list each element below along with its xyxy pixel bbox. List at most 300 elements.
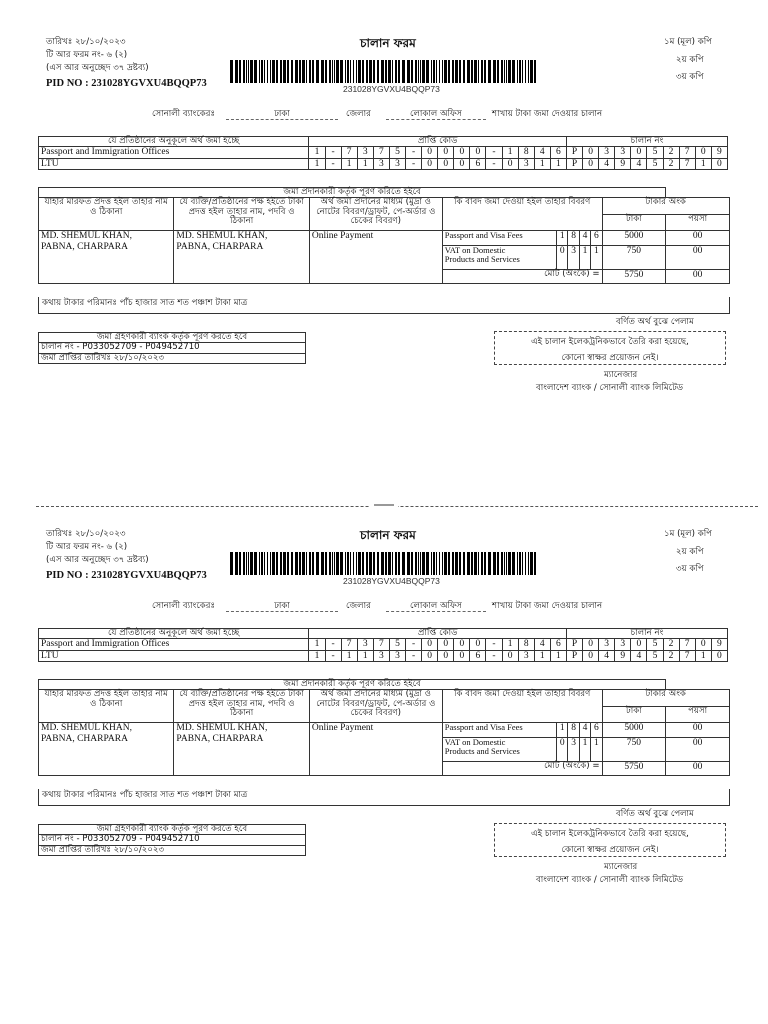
item-code-digit: 1 xyxy=(557,231,568,245)
barcode-bar xyxy=(455,552,458,575)
electronic-note-box xyxy=(494,823,726,857)
barcode-bar xyxy=(528,552,529,575)
barcode-bar xyxy=(312,552,314,575)
receipt-code-digit: 4 xyxy=(534,639,550,650)
barcode-bar xyxy=(522,552,523,575)
barcode-bar xyxy=(336,552,339,575)
receipt-code-digit: 6 xyxy=(550,639,566,650)
challan-digit: 0 xyxy=(631,639,647,650)
barcode-bar xyxy=(246,552,247,575)
amount-in-words: কথায় টাকার পরিমানঃ পাঁচ হাজার সাত শত পঞ্চাশ টাকা মাত্র xyxy=(42,790,248,800)
challan-digit: 0 xyxy=(695,147,711,158)
challan-digit: 2 xyxy=(663,147,679,158)
barcode-bar xyxy=(519,60,521,83)
item-code-digit: 6 xyxy=(591,231,602,245)
receipt-code-digit: 3 xyxy=(357,147,373,158)
barcode-bar xyxy=(377,552,379,575)
barcode-bar xyxy=(501,60,503,83)
item-code-digit: 8 xyxy=(568,723,579,737)
receipt-code-digit: 1 xyxy=(550,158,566,169)
item-code-digit: 1 xyxy=(579,245,590,270)
barcode-bar xyxy=(295,60,298,83)
receipt-code-digit: 0 xyxy=(438,639,454,650)
challan-digit: 3 xyxy=(615,147,631,158)
barcode-bar xyxy=(395,552,397,575)
challan-digit: 3 xyxy=(599,639,615,650)
item-taka: 750 xyxy=(602,737,666,762)
challan-digit: 0 xyxy=(711,650,727,661)
code-row xyxy=(39,147,728,158)
barcode-bar xyxy=(395,60,397,83)
barcode-bar xyxy=(325,60,327,83)
barcode-bar xyxy=(239,60,241,83)
barcode-bar xyxy=(283,552,286,575)
item-description-line: Products and Services xyxy=(444,746,520,757)
challan-digit: 2 xyxy=(663,650,679,661)
barcode-bar xyxy=(415,60,417,83)
receipt-code-digit: 7 xyxy=(373,639,389,650)
challan-no-header: চালান নং xyxy=(566,137,727,147)
challan-digit: 9 xyxy=(711,639,727,650)
challan-digit: P xyxy=(566,147,582,158)
item-code-digit: 1 xyxy=(591,737,602,762)
receipt-code-digit: - xyxy=(486,158,502,169)
barcode-bar xyxy=(261,60,263,83)
barcode xyxy=(230,60,540,83)
manager-org: বাংলাদেশ ব্যাংক / সোনালী ব্যাংক লিমিটেড xyxy=(536,875,684,885)
item-description-line: Passport and Visa Fees xyxy=(444,722,523,733)
code-row xyxy=(39,158,728,169)
barcode-bar xyxy=(385,60,387,83)
barcode-bar xyxy=(248,60,249,83)
description-header: কি বাবদ জমা দেওয়া হইল তাহার বিবরণ xyxy=(442,198,602,231)
barcode-bar xyxy=(369,552,372,575)
electronic-note-line2: কোনো স্বাক্ষর প্রয়োজন নেই। xyxy=(561,353,659,363)
barcode-bar xyxy=(345,60,346,83)
receipt-code-digit: 0 xyxy=(438,147,454,158)
receipt-code-digit: 0 xyxy=(470,147,486,158)
barcode-bar xyxy=(276,60,278,83)
barcode-bar xyxy=(525,60,526,83)
barcode-bar xyxy=(259,60,260,83)
received-text: বর্ণিত অর্থ বুঝে পেলাম xyxy=(616,809,694,819)
challan-digit: P xyxy=(566,650,582,661)
item-description xyxy=(442,723,556,737)
receipt-code-digit: - xyxy=(406,639,422,650)
challan-digit: 2 xyxy=(663,158,679,169)
amount-in-words-box xyxy=(38,789,730,806)
barcode-bar xyxy=(299,60,301,83)
payer-cell xyxy=(174,723,309,776)
challan-digit: 4 xyxy=(631,650,647,661)
barcode-bar xyxy=(455,60,458,83)
barcode-bar xyxy=(442,60,443,83)
barcode-bar xyxy=(261,552,263,575)
barcode-bar xyxy=(493,60,496,83)
barcode-bar xyxy=(504,60,505,83)
barcode-bar xyxy=(497,60,499,83)
barcode-bar xyxy=(243,60,245,83)
barcode-bar xyxy=(362,60,364,83)
barcode-bar xyxy=(433,552,435,575)
barcode-bar xyxy=(246,60,247,83)
method-header: অর্থ জমা প্রদানের মাধ্যম (মুদ্রা ও নোটের বিবরণ/ড্রাফট, পে-অর্ডার ও চেকের বিবরণ) xyxy=(309,198,442,231)
payment-method: Online Payment xyxy=(311,231,374,242)
payer-header: যে ব্যক্তি/প্রতিষ্ঠানের পক্ষ হইতে টাকা প্রদত্ত হইল তাহার নাম, পদবি ও ঠিকানা xyxy=(174,198,309,231)
barcode-bar xyxy=(272,552,275,575)
barcode-bar xyxy=(452,552,454,575)
receipt-code-digit: 0 xyxy=(502,158,518,169)
barcode-bar xyxy=(436,552,437,575)
receipt-code-digit: 1 xyxy=(534,650,550,661)
barcode-bar xyxy=(431,552,432,575)
receipt-code-digit: 0 xyxy=(454,639,470,650)
receipt-code-digit: 3 xyxy=(373,158,389,169)
copy-label-second: ২য় কপি xyxy=(676,55,704,65)
barcode-bar xyxy=(481,552,483,575)
challan-digit: 0 xyxy=(583,650,599,661)
barcode-bar xyxy=(329,552,331,575)
barcode-bar xyxy=(350,552,351,575)
barcode-bar xyxy=(235,552,238,575)
challan-no-header: চালান নং xyxy=(566,629,727,639)
barcode-bar xyxy=(471,552,473,575)
manager-title: ম্যানেজার xyxy=(604,370,638,380)
challan-digit: P xyxy=(566,158,582,169)
receipt-code-digit: - xyxy=(406,147,422,158)
barcode-bar xyxy=(484,552,486,575)
taka-header: টাকা xyxy=(602,214,666,231)
barcode-bar xyxy=(340,552,343,575)
receipt-code-digit: - xyxy=(486,147,502,158)
barcode-bar xyxy=(362,552,364,575)
barcode-bar xyxy=(506,60,507,83)
depositor-cell xyxy=(39,723,174,776)
challan-digit: 9 xyxy=(615,650,631,661)
item-code-digit: 0 xyxy=(557,245,568,270)
receipt-code-digit: 0 xyxy=(502,650,518,661)
barcode-bar xyxy=(377,60,379,83)
barcode-bar xyxy=(512,552,515,575)
barcode-bar xyxy=(420,552,421,575)
barcode-bar xyxy=(385,552,387,575)
pid-number: PID NO : 231028YGVXU4BQQP73 xyxy=(46,78,207,89)
org-name: LTU xyxy=(39,650,309,661)
barcode-bar xyxy=(493,552,496,575)
item-code-digit: 8 xyxy=(568,231,579,245)
receipt-code-digit: 6 xyxy=(470,650,486,661)
amount-header: টাকার অংক xyxy=(602,690,729,707)
barcode-bar xyxy=(381,60,384,83)
receipt-code-digit: 1 xyxy=(341,158,357,169)
barcode-bar xyxy=(329,60,331,83)
barcode-bar xyxy=(530,552,533,575)
barcode-bar xyxy=(312,60,314,83)
barcode-bar xyxy=(254,60,257,83)
method-header: অর্থ জমা প্রদানের মাধ্যম (মুদ্রা ও নোটের বিবরণ/ড্রাফট, পে-অর্ডার ও চেকের বিবরণ) xyxy=(309,690,442,723)
receipt-code-digit: 0 xyxy=(454,650,470,661)
barcode-bar xyxy=(474,552,477,575)
depositor-address: PABNA, CHARPARA xyxy=(41,733,128,744)
barcode-bar xyxy=(366,60,368,83)
barcode-bar xyxy=(504,552,505,575)
receipt-code-digit: 0 xyxy=(438,158,454,169)
barcode-bar xyxy=(525,552,526,575)
payment-item-row xyxy=(39,723,730,737)
receipt-code-digit: 3 xyxy=(373,650,389,661)
receipt-code-digit: 0 xyxy=(454,147,470,158)
challan-digit: 4 xyxy=(631,158,647,169)
receipt-code-digit: 5 xyxy=(389,639,405,650)
barcode-bar xyxy=(353,552,354,575)
barcode-bar xyxy=(448,552,450,575)
receipt-code-digit: 1 xyxy=(502,147,518,158)
barcode-bar xyxy=(270,60,271,83)
receipt-code-digit: 3 xyxy=(389,650,405,661)
barcode-bar xyxy=(522,60,523,83)
depositor-fill-header: জমা প্রদানকারী কর্তৃক পূরণ করিতে হইবে xyxy=(39,680,666,690)
barcode-bar xyxy=(366,552,368,575)
receipt-code-digit: 3 xyxy=(518,650,534,661)
barcode-bar xyxy=(243,552,245,575)
barcode-bar xyxy=(436,60,437,83)
receipt-code-digit: 0 xyxy=(422,147,438,158)
bank-prefix: সোনালী ব্যাংকেরঃ xyxy=(152,109,216,119)
barcode-bar xyxy=(321,552,324,575)
barcode-bar xyxy=(295,552,298,575)
bank-fill-box xyxy=(38,332,306,364)
challan-digit: 3 xyxy=(599,147,615,158)
barcode-bar xyxy=(309,552,311,575)
barcode-bar xyxy=(356,60,357,83)
barcode-bar xyxy=(497,552,499,575)
receipt-code-digit: 7 xyxy=(373,147,389,158)
depositor-header: যাহার মারফত প্রদত্ত হইল তাহার নাম ও ঠিকানা xyxy=(39,690,174,723)
payer-address: PABNA, CHARPARA xyxy=(176,241,264,252)
receipt-code-digit: 0 xyxy=(422,158,438,169)
item-code-digit: 6 xyxy=(591,723,602,737)
bank-box-title: জমা গ্রহণকারী ব্যাংক কর্তৃক পূরণ করতে হবে xyxy=(39,333,306,343)
challan-digit: 4 xyxy=(599,650,615,661)
barcode-bar xyxy=(402,60,405,83)
challan-digit: 0 xyxy=(631,147,647,158)
receipt-code-digit: 0 xyxy=(470,639,486,650)
barcode-bar xyxy=(431,60,432,83)
item-description-line: VAT on Domestic xyxy=(444,736,506,747)
barcode-bar xyxy=(350,60,351,83)
receipt-code-digit: 1 xyxy=(357,650,373,661)
receipt-code-digit: 0 xyxy=(454,158,470,169)
receipt-code-digit: 0 xyxy=(422,639,438,650)
item-description xyxy=(442,245,556,270)
date-line: তারিখঃ ২৮/১০/২০২৩ xyxy=(46,529,126,539)
barcode-bar xyxy=(407,60,410,83)
receipt-code-digit: - xyxy=(406,650,422,661)
barcode-bar xyxy=(280,60,282,83)
barcode-bar xyxy=(267,60,268,83)
challan-digit: 7 xyxy=(679,639,695,650)
barcode xyxy=(230,552,540,575)
receipt-code-digit: 5 xyxy=(389,147,405,158)
payer-header: যে ব্যক্তি/প্রতিষ্ঠানের পক্ষ হইতে টাকা প্রদত্ত হইল তাহার নাম, পদবি ও ঠিকানা xyxy=(174,690,309,723)
receipt-code-digit: 7 xyxy=(341,639,357,650)
depositor-cell xyxy=(39,231,174,284)
barcode-bar xyxy=(459,552,461,575)
payment-method: Online Payment xyxy=(311,723,374,734)
barcode-bar xyxy=(512,60,515,83)
barcode-bar xyxy=(402,552,405,575)
receipt-code-digit: 8 xyxy=(518,147,534,158)
org-header: যে প্রতিষ্ঠানের অনুকূলে অর্থ জমা হচ্ছে xyxy=(39,137,309,147)
receipt-code-digit: 1 xyxy=(550,650,566,661)
barcode-bar xyxy=(254,552,257,575)
receipt-code-digit: 1 xyxy=(309,639,325,650)
depositor-name: MD. SHEMUL KHAN, xyxy=(41,723,132,734)
barcode-bar xyxy=(467,60,470,83)
barcode-bar xyxy=(316,552,319,575)
receipt-code-digit: - xyxy=(406,158,422,169)
challan-digit: P xyxy=(566,639,582,650)
item-code-digit: 3 xyxy=(568,245,579,270)
barcode-bar xyxy=(239,552,241,575)
manager-title: ম্যানেজার xyxy=(604,862,638,872)
item-paisa: 00 xyxy=(666,737,730,762)
barcode-bar xyxy=(418,60,419,83)
payment-table xyxy=(38,187,730,284)
bank-office: লোকাল অফিস xyxy=(386,602,486,612)
barcode-bar xyxy=(272,60,275,83)
challan-digit: 5 xyxy=(647,650,663,661)
barcode-bar xyxy=(291,552,293,575)
barcode-bar xyxy=(422,60,425,83)
org-name: Passport and Immigration Offices xyxy=(39,147,309,158)
org-name: LTU xyxy=(39,158,309,169)
form-title: চালান ফরম xyxy=(360,528,416,542)
barcode-bar xyxy=(230,60,233,83)
barcode-bar xyxy=(347,552,349,575)
barcode-bar xyxy=(422,552,425,575)
barcode-bar xyxy=(356,552,357,575)
barcode-bar xyxy=(373,60,375,83)
challan-digit: 1 xyxy=(695,650,711,661)
receipt-code-digit: 6 xyxy=(470,158,486,169)
barcode-bar xyxy=(444,60,447,83)
paisa-header: পয়সা xyxy=(666,706,730,723)
method-cell xyxy=(309,723,442,776)
barcode-bar xyxy=(418,552,419,575)
item-code-digit: 1 xyxy=(591,245,602,270)
barcode-bar xyxy=(358,60,361,83)
electronic-note-box xyxy=(494,331,726,365)
barcode-bar xyxy=(411,552,413,575)
barcode-bar xyxy=(267,552,268,575)
bank-box-challan: চালান নং - P033052709 - P049452710 xyxy=(39,835,306,845)
electronic-note-line2: কোনো স্বাক্ষর প্রয়োজন নেই। xyxy=(561,845,659,855)
total-taka: 5750 xyxy=(602,270,666,284)
barcode-bar xyxy=(463,552,465,575)
barcode-bar xyxy=(459,60,461,83)
receipt-code-digit: - xyxy=(325,639,341,650)
org-header: যে প্রতিষ্ঠানের অনুকূলে অর্থ জমা হচ্ছে xyxy=(39,629,309,639)
barcode-bar xyxy=(444,552,447,575)
receipt-code-digit: - xyxy=(325,158,341,169)
barcode-bar xyxy=(426,552,429,575)
barcode-bar xyxy=(420,60,421,83)
barcode-bar xyxy=(478,60,479,83)
barcode-bar xyxy=(534,552,536,575)
barcode-bar xyxy=(448,60,450,83)
barcode-bar xyxy=(373,552,375,575)
challan-digit: 5 xyxy=(647,147,663,158)
barcode-bar xyxy=(528,60,529,83)
item-taka: 5000 xyxy=(602,723,666,737)
barcode-bar xyxy=(270,552,271,575)
manager-org: বাংলাদেশ ব্যাংক / সোনালী ব্যাংক লিমিটেড xyxy=(536,383,684,393)
receipt-code-digit: - xyxy=(325,147,341,158)
copy-label-first: ১ম (মূল) কপি xyxy=(664,37,712,47)
form-title: চালান ফরম xyxy=(360,36,416,50)
description-header: কি বাবদ জমা দেওয়া হইল তাহার বিবরণ xyxy=(442,690,602,723)
receipt-code-digit: - xyxy=(486,650,502,661)
barcode-number: 231028YGVXU4BQQP73 xyxy=(343,84,440,94)
date-line: তারিখঃ ২৮/১০/২০২৩ xyxy=(46,37,126,47)
receipt-code-digit: - xyxy=(486,639,502,650)
barcode-bar xyxy=(235,60,238,83)
barcode-bar xyxy=(248,552,249,575)
barcode-bar xyxy=(250,60,253,83)
item-description-line: Passport and Visa Fees xyxy=(444,230,523,241)
item-paisa: 00 xyxy=(666,231,730,245)
copy-label-third: ৩য় কপি xyxy=(676,72,704,82)
total-taka: 5750 xyxy=(602,762,666,776)
barcode-bar xyxy=(264,552,265,575)
barcode-bar xyxy=(433,60,435,83)
org-name: Passport and Immigration Offices xyxy=(39,639,309,650)
barcode-bar xyxy=(474,60,477,83)
method-cell xyxy=(309,231,442,284)
received-text: বর্ণিত অর্থ বুঝে পেলাম xyxy=(616,317,694,327)
challan-digit: 0 xyxy=(583,147,599,158)
barcode-bar xyxy=(467,552,470,575)
barcode-bar xyxy=(280,552,282,575)
barcode-bar xyxy=(309,60,311,83)
barcode-bar xyxy=(358,552,361,575)
receipt-code-digit: 6 xyxy=(550,147,566,158)
barcode-bar xyxy=(334,60,335,83)
depositor-address: PABNA, CHARPARA xyxy=(41,241,128,252)
barcode-bar xyxy=(306,552,307,575)
barcode-bar xyxy=(381,552,384,575)
receipt-code-digit: 1 xyxy=(309,147,325,158)
barcode-bar xyxy=(392,552,393,575)
receipt-code-digit: 0 xyxy=(438,650,454,661)
item-description-line: Products and Services xyxy=(444,254,520,265)
depositor-fill-header: জমা প্রদানকারী কর্তৃক পূরণ করিতে হইবে xyxy=(39,188,666,198)
payer-address: PABNA, CHARPARA xyxy=(176,733,264,744)
barcode-bar xyxy=(407,552,410,575)
barcode-bar xyxy=(519,552,521,575)
district-label: জেলার xyxy=(346,601,371,611)
item-paisa: 00 xyxy=(666,245,730,270)
bank-prefix: সোনালী ব্যাংকেরঃ xyxy=(152,601,216,611)
amount-in-words: কথায় টাকার পরিমানঃ পাঁচ হাজার সাত শত পঞ্চাশ টাকা মাত্র xyxy=(42,298,248,308)
barcode-bar xyxy=(398,60,400,83)
barcode-bar xyxy=(306,60,307,83)
receipt-code-digit: 3 xyxy=(389,158,405,169)
barcode-bar xyxy=(250,552,253,575)
challan-digit: 7 xyxy=(679,650,695,661)
item-description-line: VAT on Domestic xyxy=(444,244,506,255)
